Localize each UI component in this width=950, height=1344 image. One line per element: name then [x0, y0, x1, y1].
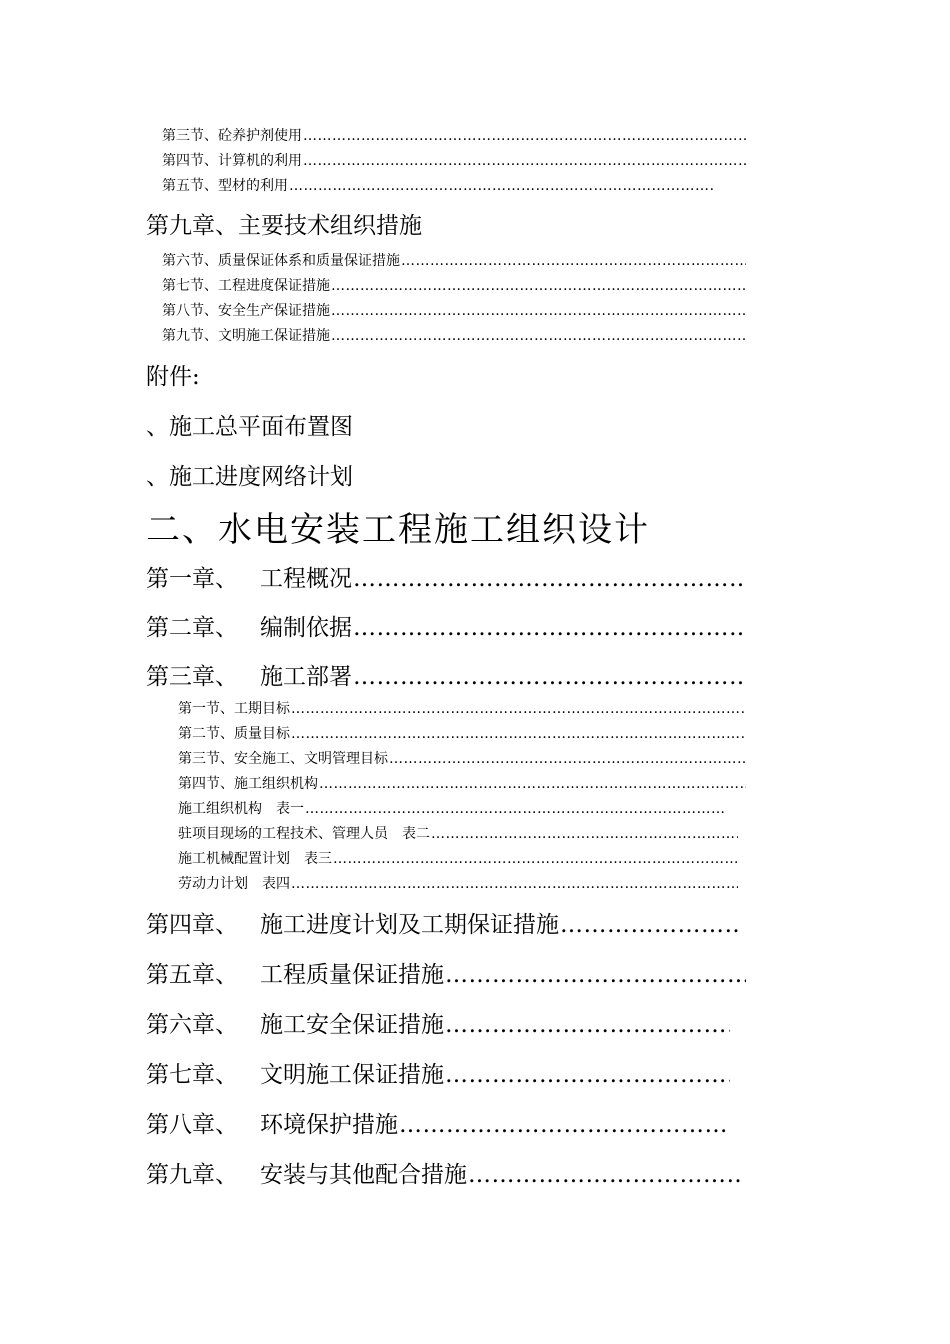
attachment-item[interactable]: 、施工总平面布置图 [146, 414, 353, 440]
attachments-heading: 附件: [146, 364, 200, 390]
toc-leader-dots [289, 178, 714, 194]
toc-leader-dots [445, 1012, 730, 1038]
toc-leader-dots [468, 1162, 740, 1188]
toc-entry-label: 驻项目现场的工程技术、管理人员 表二 [178, 826, 430, 842]
toc-entry-label: 第五节、型材的利用 [162, 178, 288, 194]
toc-entry-label: 第三节、安全施工、文明管理目标 [178, 751, 388, 767]
chapter-title: 文明施工保证措施 [260, 1062, 444, 1088]
toc-entry-section[interactable] [162, 325, 746, 345]
toc-entry-label: 劳动力计划 表四 [178, 876, 290, 892]
toc-entry-label: 施工机械配置计划 表三 [178, 851, 332, 867]
chapter-number: 第六章、 [146, 1012, 238, 1038]
chapter-number: 第一章、 [146, 566, 238, 592]
chapter-number: 第九章、 [146, 1162, 238, 1188]
toc-entry-table[interactable] [178, 823, 738, 843]
toc-leader-dots [291, 876, 738, 892]
toc-leader-dots [331, 328, 746, 344]
toc-entry-section[interactable] [178, 698, 746, 718]
toc-leader-dots [445, 962, 746, 988]
toc-entry-section[interactable] [162, 125, 746, 145]
chapter-title: 施工安全保证措施 [260, 1012, 444, 1038]
chapter-number: 第七章、 [146, 1062, 238, 1088]
toc-entry-label: 第四节、计算机的利用 [162, 153, 302, 169]
toc-entry-label: 第八节、安全生产保证措施 [162, 303, 330, 319]
toc-leader-dots [560, 912, 742, 938]
chapter-title: 安装与其他配合措施 [260, 1162, 467, 1188]
toc-entry-chapter[interactable] [146, 658, 746, 691]
chapter-title: 施工部署 [260, 664, 352, 690]
toc-entry-section[interactable] [178, 773, 746, 793]
toc-entry-label: 第一节、工期目标 [178, 701, 290, 717]
part-title: 二、水电安装工程施工组织设计 [146, 510, 650, 550]
toc-entry-label: 第七节、工程进度保证措施 [162, 278, 330, 294]
toc-entry-section[interactable] [178, 723, 746, 743]
chapter-number: 第二章、 [146, 615, 238, 641]
toc-entry-section[interactable] [162, 150, 746, 170]
toc-entry-chapter[interactable] [146, 1006, 730, 1039]
toc-leader-dots [445, 1062, 730, 1088]
toc-entry-chapter[interactable] [146, 906, 742, 939]
toc-entry-table[interactable] [178, 873, 738, 893]
toc-leader-dots [319, 776, 746, 792]
toc-entry-table[interactable] [178, 848, 738, 868]
toc-leader-dots [353, 566, 746, 592]
chapter-number: 第四章、 [146, 912, 238, 938]
chapter-number: 第五章、 [146, 962, 238, 988]
chapter-title: 环境保护措施 [260, 1112, 398, 1138]
toc-leader-dots [291, 701, 746, 717]
chapter-title: 工程质量保证措施 [260, 962, 444, 988]
toc-leader-dots [305, 801, 726, 817]
toc-entry-label: 第四节、施工组织机构 [178, 776, 318, 792]
toc-leader-dots [389, 751, 746, 767]
chapter-title: 施工进度计划及工期保证措施 [260, 912, 559, 938]
toc-leader-dots [303, 153, 746, 169]
toc-entry-table[interactable] [178, 798, 726, 818]
toc-entry-label: 第九节、文明施工保证措施 [162, 328, 330, 344]
toc-leader-dots [401, 253, 746, 269]
toc-entry-label: 第二节、质量目标 [178, 726, 290, 742]
chapter-number: 第八章、 [146, 1112, 238, 1138]
toc-entry-chapter[interactable] [146, 1156, 740, 1189]
toc-leader-dots [353, 664, 746, 690]
toc-leader-dots [291, 726, 746, 742]
toc-entry-section[interactable] [162, 175, 714, 195]
toc-leader-dots [331, 303, 746, 319]
toc-entry-chapter[interactable] [146, 956, 746, 989]
toc-entry-label: 第六节、质量保证体系和质量保证措施 [162, 253, 400, 269]
chapter-number: 第三章、 [146, 664, 238, 690]
chapter-title: 编制依据 [260, 615, 352, 641]
toc-entry-chapter[interactable] [146, 1106, 730, 1139]
chapter-heading: 第九章、主要技术组织措施 [146, 213, 422, 239]
toc-entry-chapter[interactable] [146, 1056, 730, 1089]
toc-entry-chapter[interactable] [146, 609, 746, 642]
toc-leader-dots [431, 826, 738, 842]
toc-leader-dots [333, 851, 738, 867]
toc-leader-dots [331, 278, 746, 294]
chapter-title: 工程概况 [260, 566, 352, 592]
toc-entry-label: 施工组织机构 表一 [178, 801, 304, 817]
toc-entry-section[interactable] [178, 748, 746, 768]
toc-entry-section[interactable] [162, 250, 746, 270]
attachment-item[interactable]: 、施工进度网络计划 [146, 464, 353, 490]
toc-entry-section[interactable] [162, 275, 746, 295]
toc-leader-dots [399, 1112, 730, 1138]
toc-leader-dots [303, 128, 746, 144]
toc-leader-dots [353, 615, 746, 641]
toc-entry-label: 第三节、砼养护剂使用 [162, 128, 302, 144]
toc-entry-chapter[interactable] [146, 560, 746, 593]
toc-entry-section[interactable] [162, 300, 746, 320]
